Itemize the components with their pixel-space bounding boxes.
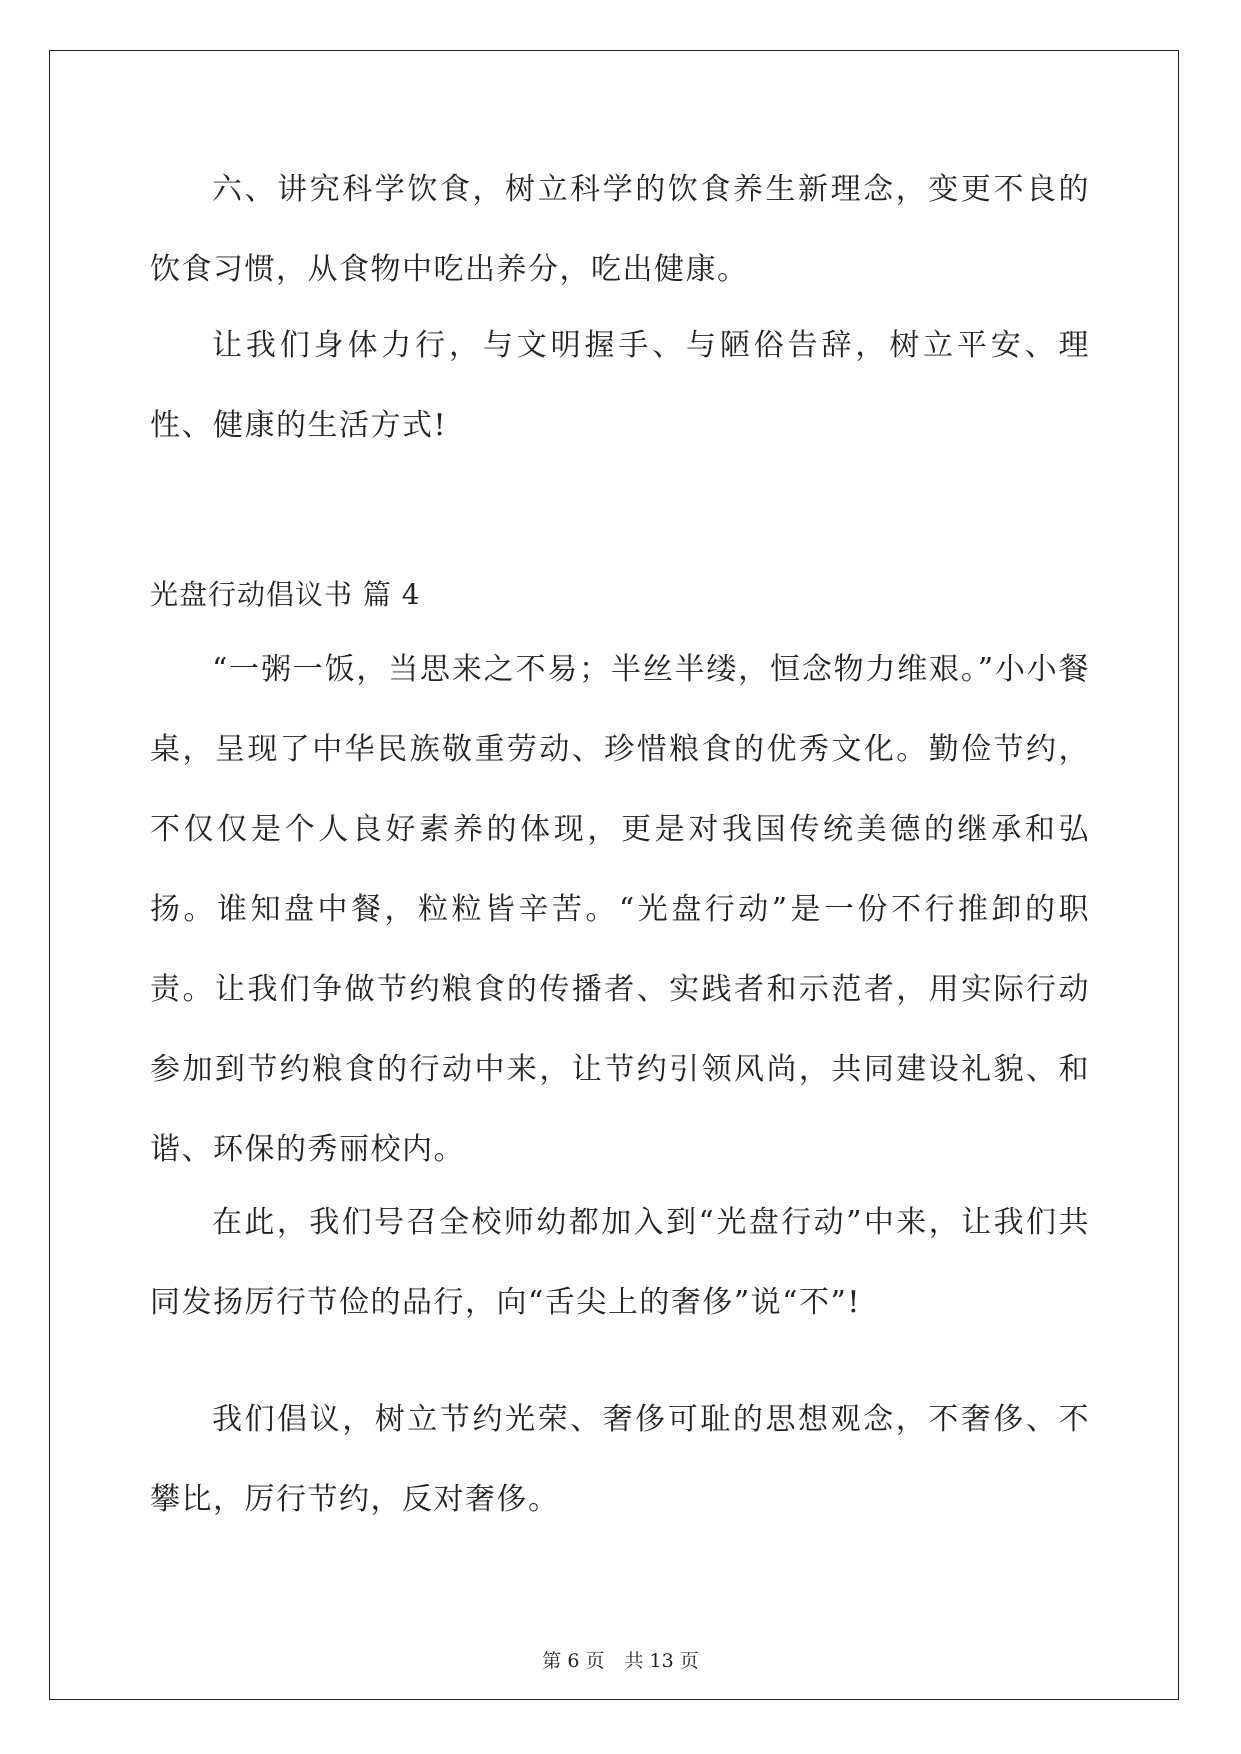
paragraph-proposal: 我们倡议，树立节约光荣、奢侈可耻的思想观念，不奢侈、不攀比，厉行节约，反对奢侈。 bbox=[150, 1402, 1090, 1517]
paragraph-lifestyle: 让我们身体力行，与文明握手、与陋俗告辞，树立平安、理性、健康的生活方式! bbox=[150, 328, 1090, 443]
page-number: 第 6 页 bbox=[542, 1650, 605, 1672]
page-footer bbox=[0, 1646, 1241, 1673]
paragraph-intro: “一粥一饭，当思来之不易；半丝半缕，恒念物力维艰。”小小餐桌，呈现了中华民族敬重劳动、珍惜粮食的优秀文化。勤俭节约，不仅仅是个人良好素养的体现，更是对我国传统美德的继承和弘扬。谁知盘中餐，粒粒皆辛苦。“光盘行动”是一份不行推卸的职责。让我们争做节约粮食的传播者、实践者和示范者，用实际行动参加到节约粮食的行动中来，让节约引领风尚，共同建设礼貌、和谐、环保的秀丽校内。 bbox=[150, 652, 1090, 1167]
page-total: 共 13 页 bbox=[624, 1650, 699, 1672]
paragraph-diet: 六、讲究科学饮食，树立科学的饮食养生新理念，变更不良的饮食习惯，从食物中吃出养分，吃出健康。 bbox=[150, 172, 1090, 287]
section-heading: 光盘行动倡议书 篇 4 bbox=[150, 578, 421, 611]
paragraph-call: 在此，我们号召全校师幼都加入到“光盘行动”中来，让我们共同发扬厉行节俭的品行，向“舌尖上的奢侈”说“不”! bbox=[150, 1205, 1090, 1320]
